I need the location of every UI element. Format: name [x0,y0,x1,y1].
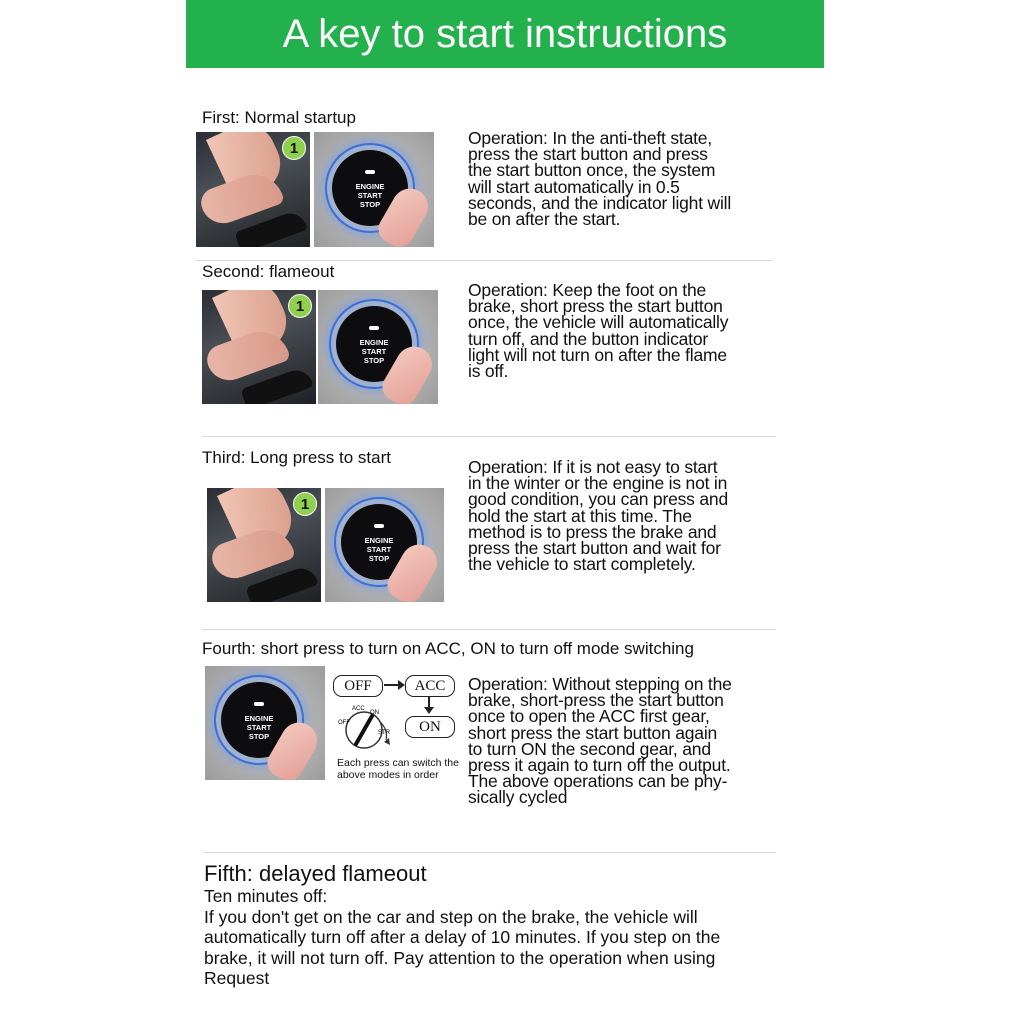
ignition-dial-icon [336,700,396,756]
dial-str-label: STR [378,730,390,736]
section-operation-fourth: Operation: Without stepping on the brake, short-press the start button once to open the ACC first gear, short press the start button again to turn ON the second gear, and press it again to turn off the output. The above operations can be phy- sically cycled [468,674,732,808]
arrow-head-icon [398,680,405,690]
section-title-second: Second: flameout [202,262,335,281]
section-title-first: First: Normal startup [202,108,356,127]
page-title: A key to start instructions [282,11,728,56]
section-divider [202,436,776,437]
section-title-fourth: Fourth: short press to turn on ACC, ON to turn off mode switching [202,639,694,658]
section-body-fifth: Ten minutes off: If you don't get on the car and step on the brake, the vehicle will automatically turn off after a delay of 10 minutes. If you step on the brake, it will not turn off. Pay attention to the operation when using Request [204,886,721,988]
step-number-badge: 1 [288,294,312,318]
page-banner [186,0,824,68]
section-divider [196,260,772,261]
start-button-photo: ENGINE START STOP [325,488,444,602]
section-divider [204,852,776,853]
dial-acc-label: ACC [352,706,365,712]
start-button-photo: ENGINE START STOP [318,290,438,404]
step-number-badge: 1 [282,136,306,160]
dial-off-label: OFF [338,720,350,726]
start-button-photo: ENGINE START STOP [314,132,434,247]
section-operation-third: Operation: If it is not easy to start in the winter or the engine is not in good condition, you can press and hold the start at this time. The method is to press the brake and press the start button and wait for the vehicle to start completely. [468,457,728,575]
mode-switch-note: Each press can switch the above modes in order [337,757,459,781]
dial-on-label: ON [370,710,379,716]
start-button-photo: ENGINE START STOP [205,666,325,780]
section-operation-first: Operation: In the anti-theft state, press the start button and press the start button once, the system will start automatically in 0.5 seconds, and the indicator light will be on after the start. [468,128,732,230]
brake-pedal-photo [207,488,321,602]
mode-off-box: OFF [333,675,383,697]
arrow-head-icon [424,707,434,714]
brake-pedal-photo [202,290,316,404]
step-number-badge: 1 [293,492,317,516]
section-divider [202,629,776,630]
brake-pedal-photo [196,132,310,247]
section-operation-second: Operation: Keep the foot on the brake, short press the start button once, the vehicle will automatically turn off, and the button indicator light will not turn on after the flame is off. [468,280,729,382]
section-title-fifth: Fifth: delayed flameout [204,861,427,886]
mode-on-box: ON [405,716,455,738]
mode-acc-box: ACC [405,675,455,697]
section-title-third: Third: Long press to start [202,448,391,467]
